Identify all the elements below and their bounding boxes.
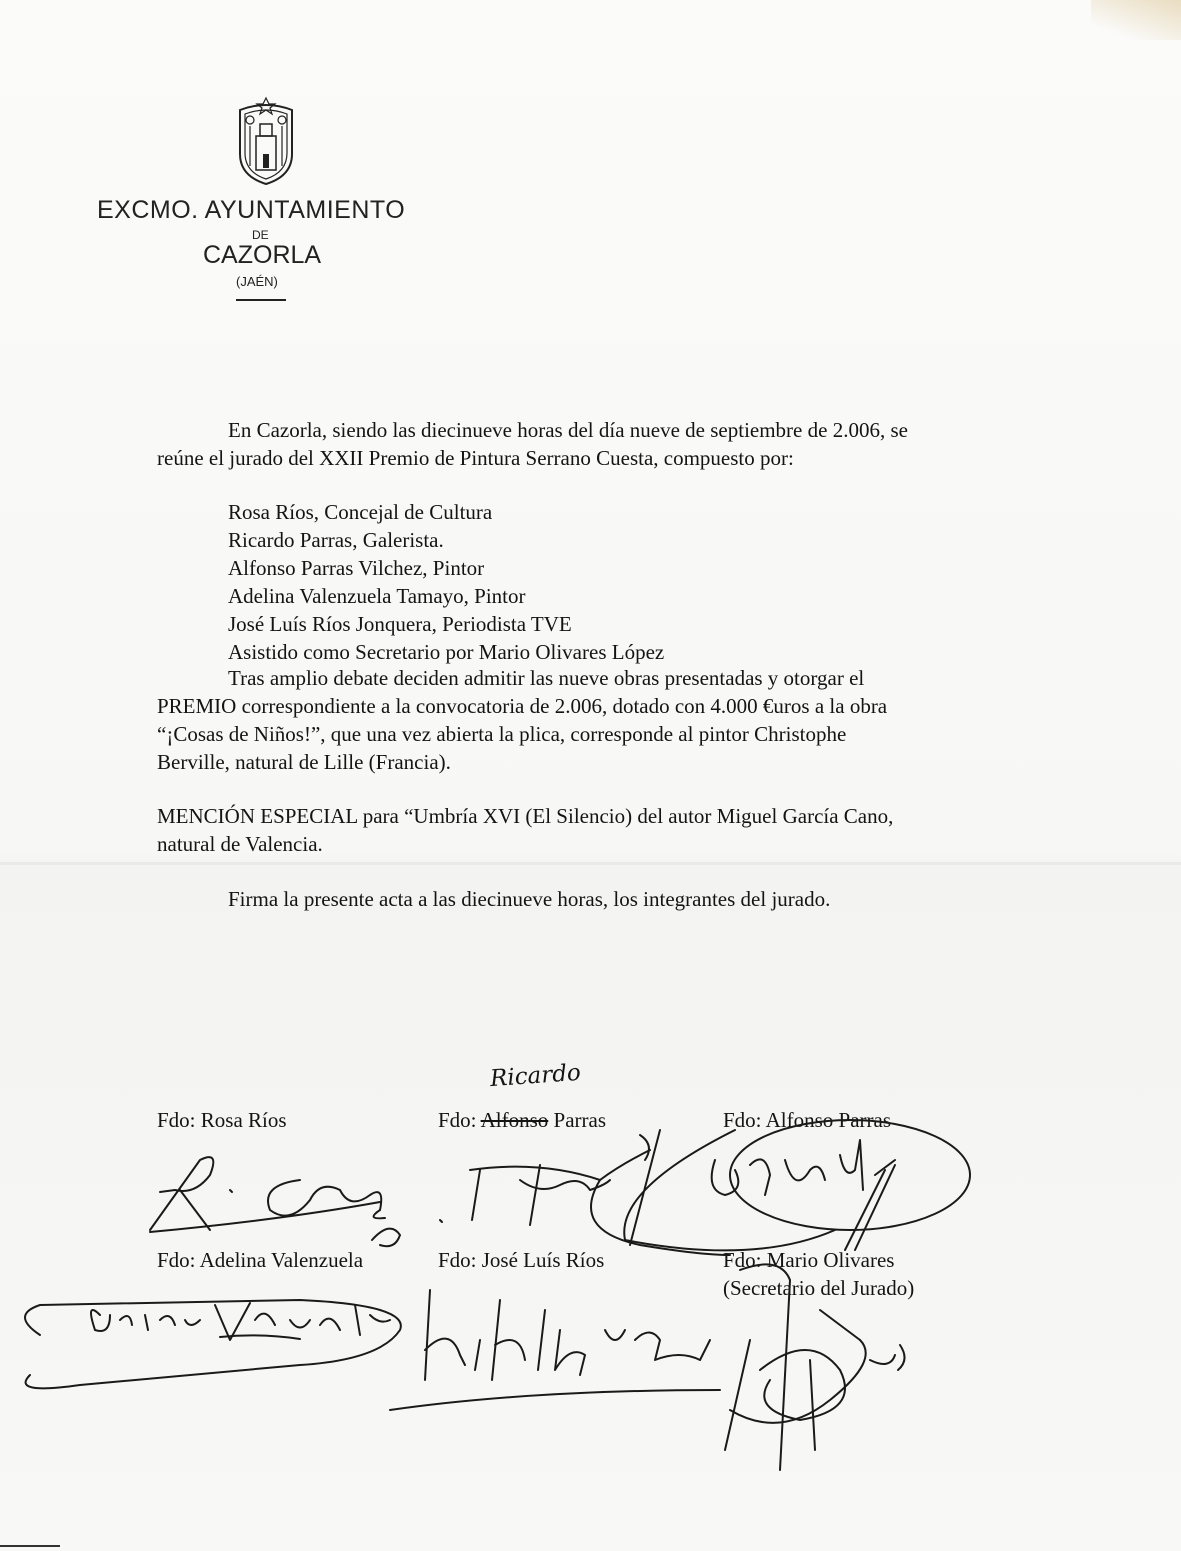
member-3: Alfonso Parras Vilchez, Pintor <box>228 556 485 580</box>
decision-line-3: “¡Cosas de Niños!”, que una vez abierta la plica, corresponde al pintor Christophe <box>157 722 847 746</box>
letterhead-province: (JAÉN) <box>236 274 278 289</box>
signature-connector-line <box>300 1150 740 1270</box>
paper-stain <box>1091 0 1181 40</box>
member-1: Rosa Ríos, Concejal de Cultura <box>228 500 493 524</box>
mention-line-1: MENCIÓN ESPECIAL para “Umbría XVI (El Silencio) del autor Miguel García Cano, <box>157 804 894 828</box>
sig-label-jose: Fdo: José Luís Ríos <box>438 1248 605 1272</box>
letterhead-title: EXCMO. AYUNTAMIENTO <box>97 196 406 224</box>
signature-jose <box>410 1270 740 1420</box>
letterhead-city: CAZORLA <box>203 241 322 269</box>
sig-label-alfonso: Fdo: Alfonso Parras <box>723 1108 891 1132</box>
sig-label-adelina: Fdo: Adelina Valenzuela <box>157 1248 364 1272</box>
mention-line-2: natural de Valencia. <box>157 832 323 856</box>
member-4: Adelina Valenzuela Tamayo, Pintor <box>228 584 526 608</box>
closing-line: Firma la presente acta a las diecinueve horas, los integrantes del jurado. <box>228 887 831 911</box>
paper-fold <box>0 862 1181 865</box>
sig-label-mario-role: (Secretario del Jurado) <box>723 1276 915 1300</box>
secretary-line: Asistido como Secretario por Mario Olivares López <box>228 640 665 664</box>
sig-label-mario: Fdo: Mario Olivares <box>723 1248 895 1272</box>
decision-line-4: Berville, natural de Lille (Francia). <box>157 750 451 774</box>
coat-of-arms-icon <box>232 96 300 186</box>
handwritten-correction: Ricardo <box>489 1059 582 1093</box>
letterhead-de: DE <box>252 228 269 242</box>
member-5: José Luís Ríos Jonquera, Periodista TVE <box>228 612 572 636</box>
signature-adelina <box>0 1275 420 1405</box>
intro-line-2: reúne el jurado del XXII Premio de Pintura Serrano Cuesta, compuesto por: <box>157 446 794 470</box>
margin-mark <box>0 1545 60 1547</box>
signature-mario <box>720 1250 920 1480</box>
decision-line-1: Tras amplio debate deciden admitir las nueve obras presentadas y otorgar el <box>228 666 865 690</box>
intro-line-1: En Cazorla, siendo las diecinueve horas del día nueve de septiembre de 2.006, se <box>228 418 908 442</box>
decision-line-2: PREMIO correspondiente a la convocatoria de 2.006, dotado con 4.000 €uros a la obra <box>157 694 888 718</box>
member-2: Ricardo Parras, Galerista. <box>228 528 444 552</box>
letterhead-rule <box>236 299 286 301</box>
sig-label-ricardo: Fdo: Alfonso Parras <box>438 1108 607 1132</box>
sig-label-rosa: Fdo: Rosa Ríos <box>157 1108 287 1132</box>
